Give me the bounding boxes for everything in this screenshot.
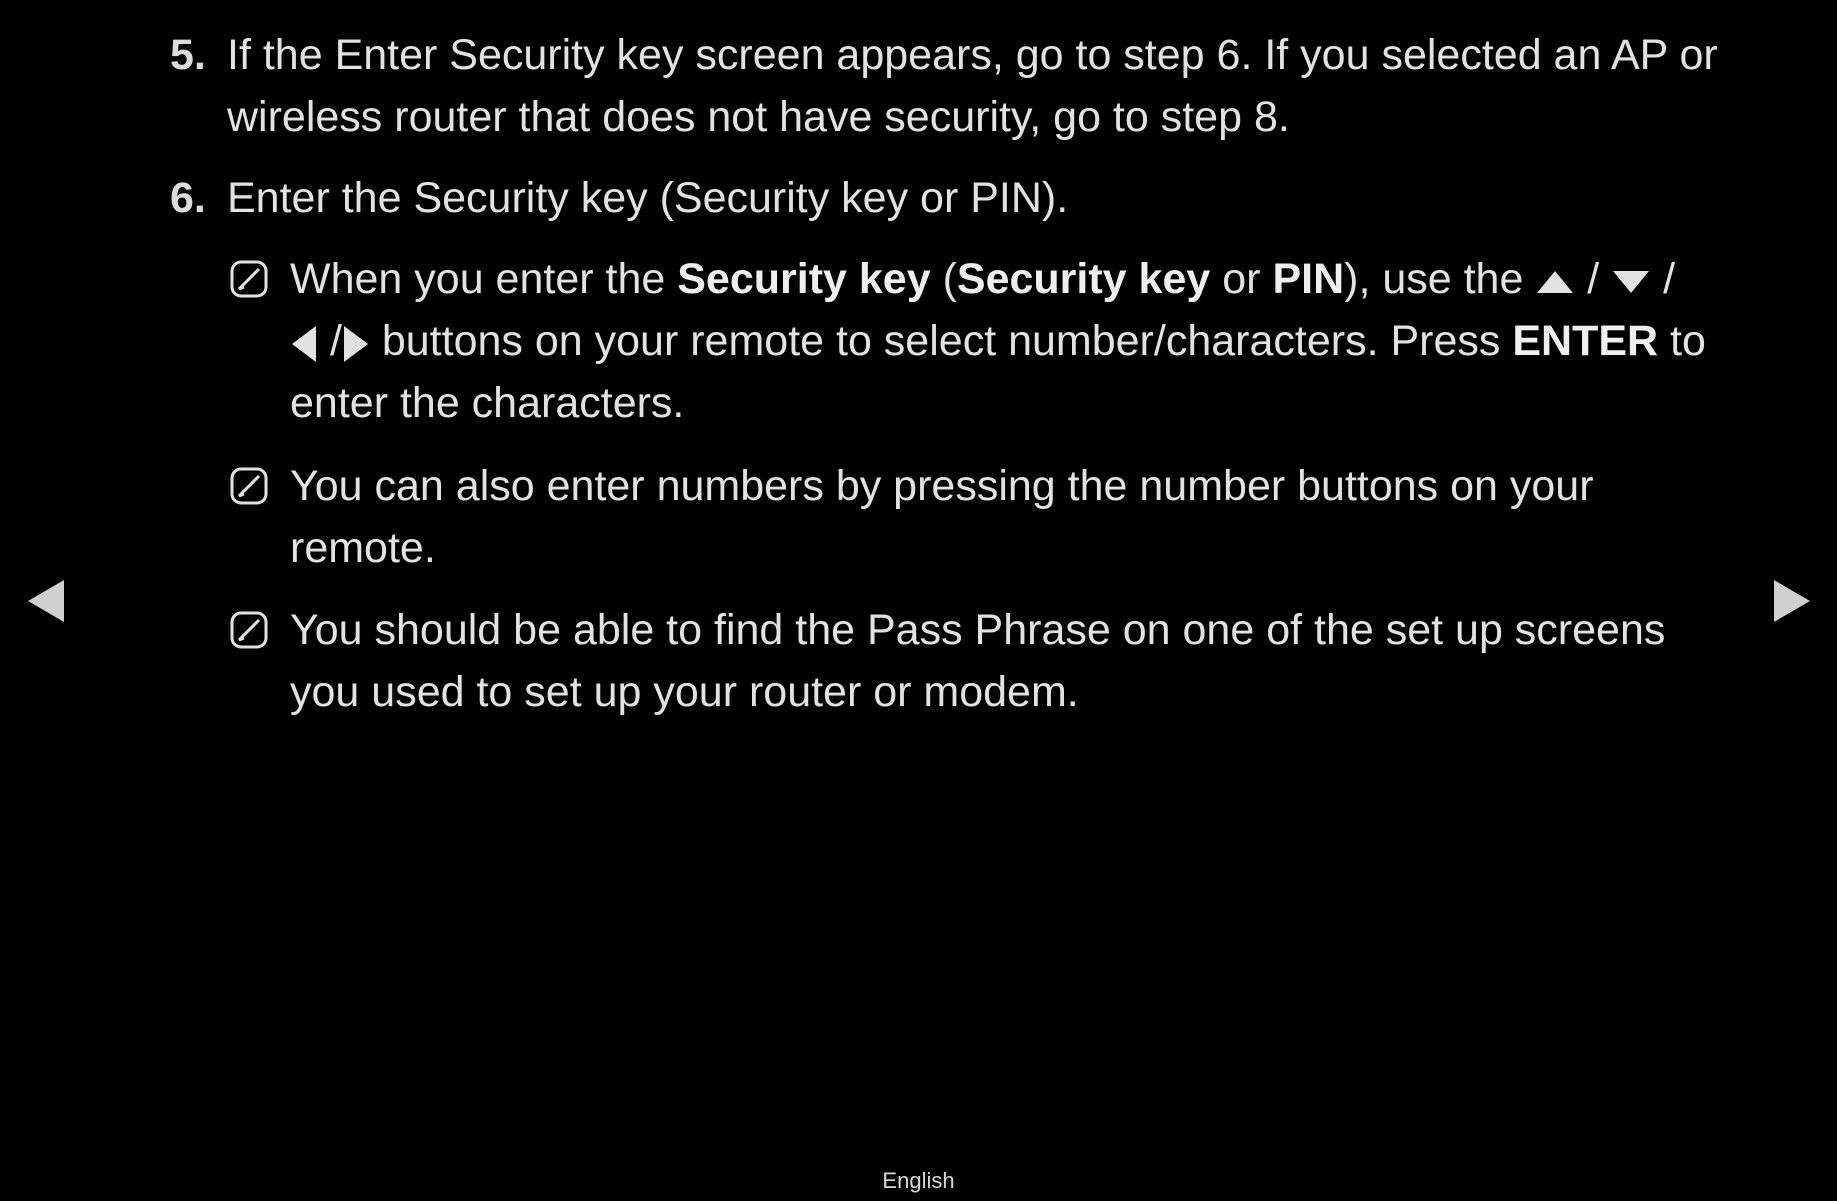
- step-line: wireless router that does not have security, go to step 8.: [227, 93, 1290, 141]
- language-label: English: [882, 1168, 955, 1193]
- note-text: [290, 599, 1750, 723]
- note-icon: [230, 260, 268, 298]
- next-page-button[interactable]: [1772, 578, 1812, 624]
- note-line: You should be able to find the Pass Phrase on one of the set up screens: [290, 606, 1666, 654]
- text-run: /: [1575, 255, 1612, 303]
- bold-run: Security key: [956, 255, 1211, 303]
- bold-run: Security key: [677, 255, 931, 303]
- note-line: [290, 310, 1750, 372]
- text-run: buttons on your remote to select number/characters. Press: [369, 317, 1513, 365]
- bold-run: PIN: [1272, 255, 1345, 303]
- note-text: [290, 248, 1750, 434]
- text-run: /: [318, 317, 342, 365]
- bold-run: ENTER: [1512, 317, 1659, 365]
- step-number: 6.: [170, 174, 206, 222]
- down-arrow-icon: [1611, 267, 1651, 297]
- left-arrow-icon: [290, 324, 318, 364]
- note-icon: [230, 467, 268, 505]
- note-line: enter the characters.: [290, 379, 685, 427]
- note-line: You can also enter numbers by pressing the number buttons on your: [290, 462, 1594, 510]
- triangle-left-icon: [28, 580, 64, 622]
- note-line: [290, 248, 1750, 310]
- step-line: If the Enter Security key screen appears, go to step 6. If you selected an AP or: [227, 31, 1718, 79]
- text-run: (: [930, 255, 957, 303]
- step-number: 5.: [170, 31, 206, 79]
- note-line: remote.: [290, 524, 436, 572]
- text-run: When you enter the: [290, 255, 678, 303]
- note-icon: [230, 611, 268, 649]
- triangle-right-icon: [1774, 580, 1810, 622]
- text-run: to: [1658, 317, 1706, 365]
- step-line: Enter the Security key (Security key or PIN).: [227, 174, 1069, 222]
- text-run: or: [1210, 255, 1273, 303]
- note-text: [290, 455, 1750, 579]
- note-line: you used to set up your router or modem.: [290, 668, 1079, 716]
- previous-page-button[interactable]: [26, 578, 66, 624]
- step-text: [227, 167, 1727, 229]
- step-text: [227, 24, 1727, 148]
- text-run: /: [1651, 255, 1676, 303]
- text-run: ), use the: [1344, 255, 1536, 303]
- up-arrow-icon: [1535, 267, 1575, 297]
- right-arrow-icon: [342, 324, 370, 364]
